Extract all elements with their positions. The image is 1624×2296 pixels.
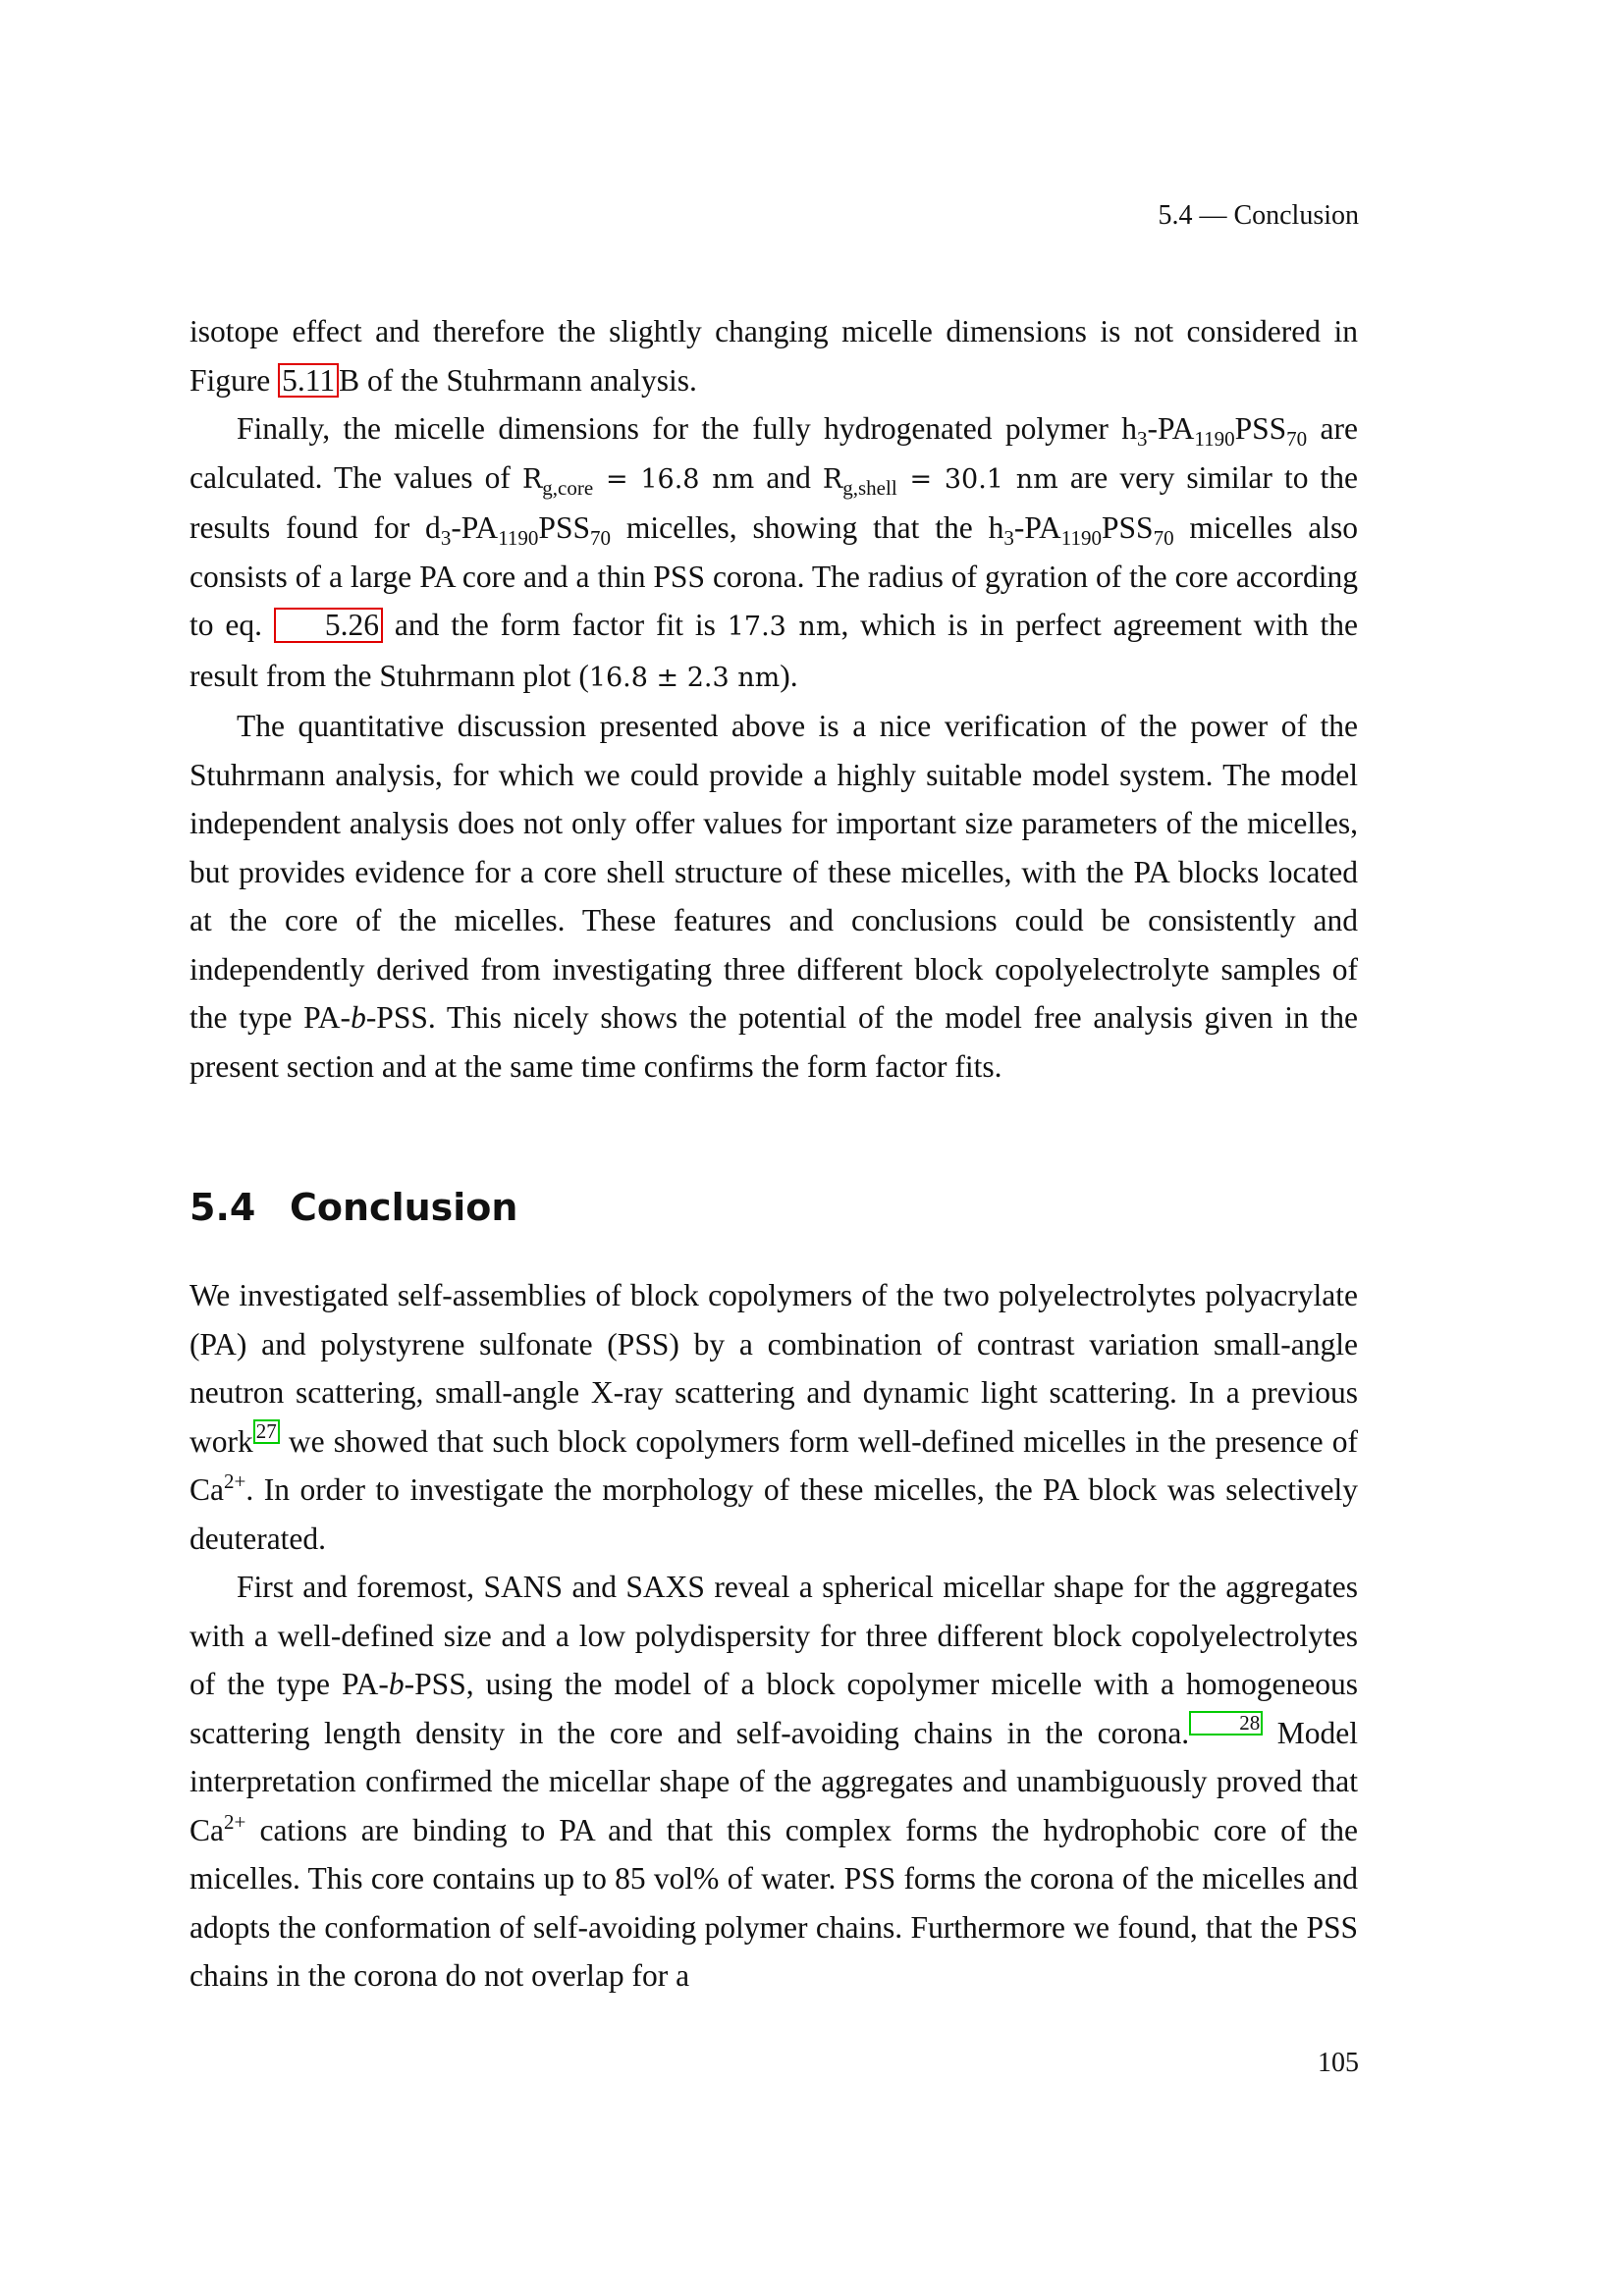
page-number: 105 xyxy=(1318,2048,1359,2078)
citation-link[interactable]: 27 xyxy=(253,1419,280,1444)
paragraph-1: isotope effect and therefore the slightly changing micelle dimensions is not considered in Figure 5.11 B of the Stuhrmann analysis. xyxy=(189,314,1358,398)
section-heading xyxy=(189,1186,517,1229)
paragraph-5: First and foremost, SANS and SAXS reveal a spherical micellar shape for the aggregates with a well-defined size and a low polydispersity for three different block copolyelectrolytes of the type PA-b-PSS, using the model of a block copolymer micelle with a homogeneous scattering length density in the core and self-avoiding chains in the corona. 28 Model interpretation confirmed the micellar shape of the aggregates and unambiguously proved that $Ca^{2+}$ cations are binding to PA and that this complex forms the hydrophobic core of the micelles. This core contains up to 85 vol% of water. PSS forms the corona of the micelles and adopts the conformation of self-avoiding polymer chains. Furthermore we found, that the PSS chains in the corona do not overlap for a xyxy=(189,1570,1358,1993)
section-title: Conclusion xyxy=(290,1186,518,1229)
figure-ref-link[interactable]: 5.11 xyxy=(278,363,339,399)
paragraph-3: The quantitative discussion presented above is a nice verification of the power of the Stuhrmann analysis, for which we could provide a highly suitable model system. The model independent analysis does not only offer values for important size parameters of the micelles, but provides evidence for a core shell structure of these micelles, with the PA blocks located at the core of the micelles. These features and conclusions could be consistently and independently derived from investigating three different block copolyelectrolyte samples of the type PA-b-PSS. This nicely shows the potential of the model free analysis given in the present section and at the same time confirms the form factor fits. xyxy=(189,709,1358,1084)
equation-ref-link[interactable]: 5.26 xyxy=(274,608,383,643)
paragraph-4: We investigated self-assemblies of block copolymers of the two polyelectrolytes polyacrylate (PA) and polystyrene sulfonate (PSS) by a combination of contrast variation small-angle neutron scattering, small-angle X-ray scattering and dynamic light scattering. In a previous work 27 we showed that such block copolymers form well-defined micelles in the presence of $Ca^{2+}$. In order to investigate the morphology of these micelles, the PA block was selectively deuterated. xyxy=(189,1278,1358,1556)
running-head: 5.4 — Conclusion xyxy=(1158,200,1359,231)
citation-link[interactable]: 28 xyxy=(1189,1711,1263,1735)
body-text-top xyxy=(189,307,1358,1091)
body-text-conclusion xyxy=(189,1271,1358,2001)
paragraph-2: Finally, the micelle dimensions for the fully hydrogenated polymer $h_3-PA_{1190}PSS_{70}$ are calculated. The values of $R_{g,core} = 16.8$ nm and $R_{g,shell} = 30.1$ nm are very similar to the results found for $d_3-PA_{1190}PSS_{70}$ micelles, showing that the $h_3-PA_{1190}PSS_{70}$ micelles also consists of a large PA core and a thin PSS corona. The radius of gyration of the core according to eq. 5.26 and the form factor fit is 17.3 nm, which is in perfect agreement with the result from the Stuhrmann plot (16.8 ± 2.3 nm). xyxy=(189,411,1359,693)
section-number: 5.4 xyxy=(189,1186,256,1229)
